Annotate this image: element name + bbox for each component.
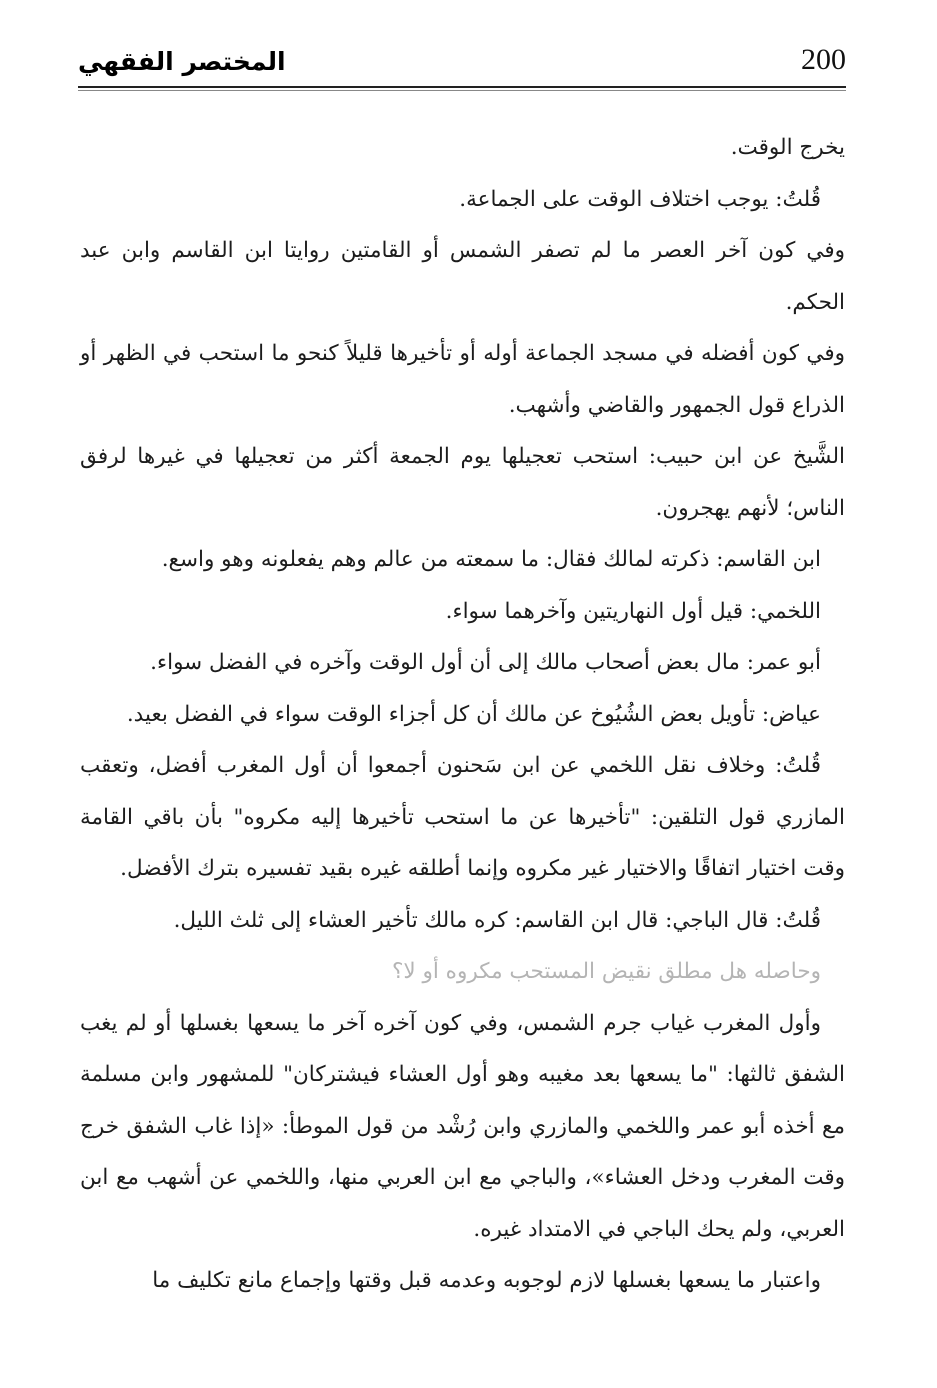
header-divider — [78, 86, 846, 91]
paragraph: وفي كون أفضله في مسجد الجماعة أوله أو تأخيرها قليلاً كنحو ما استحب في الظهر أو الذراع قول الجمهور والقاضي وأشهب. — [80, 341, 845, 418]
paragraph: قُلتُ: وخلاف نقل اللخمي عن ابن سَحنون أجمعوا أن أول المغرب أفضل، وتعقب المازري قول التلقين: "تأخيرها عن ما استحب تأخيرها إليه مكروه" بأن باقي القامة وقت اختيار اتفاقًا والاختيار غير مكروه وإنما أطلقه غيره بقيد تفسيره بترك الأفضل. — [80, 753, 845, 881]
paragraph: أبو عمر: مال بعض أصحاب مالك إلى أن أول الوقت وآخره في الفضل سواء. — [150, 650, 821, 675]
paragraph: قُلتُ: يوجب اختلاف الوقت على الجماعة. — [459, 186, 821, 212]
page-header — [78, 38, 846, 90]
main-text — [80, 122, 845, 1307]
paragraph: قُلتُ: قال الباجي: قال ابن القاسم: كره مالك تأخير العشاء إلى ثلث الليل. — [173, 907, 821, 933]
paragraph: عياض: تأويل بعض الشُيُوخ عن مالك أن كل أجزاء الوقت سواء في الفضل بعيد. — [126, 701, 821, 727]
paragraph: يخرج الوقت. — [730, 135, 845, 160]
paragraph: وفي كون آخر العصر ما لم تصفر الشمس أو القامتين روايتا ابن القاسم وابن عبد الحكم. — [80, 238, 845, 315]
running-title: المختصر الفقهي — [78, 47, 286, 76]
paragraph: وأول المغرب غياب جرم الشمس، وفي كون آخره آخر ما يسعها بغسلها أو لم يغب الشفق ثالثها: "ما يسعها بعد مغيبه وهو أول العشاء فيشتركان" للمشهور وابن مسلمة مع أخذه أبو عمر واللخمي والمازري وابن رُشْد من قول الموطأ: «إذا غاب الشفق خرج وقت المغرب ودخل العشاء»، والباجي مع ابن العربي منها، واللخمي عن أشهب مع ابن العربي، ولم يحك الباجي في الامتداد غيره. — [80, 1010, 845, 1242]
page-number: 200 — [801, 43, 846, 76]
paragraph: اللخمي: قيل أول النهاريتين وآخرهما سواء. — [445, 598, 821, 624]
paragraph-faded: وحاصله هل مطلق نقيض المستحب مكروه أو لا؟ — [391, 959, 821, 984]
paragraph: الشَّيخ عن ابن حبيب: استحب تعجيلها يوم الجمعة أكثر من تعجيلها في غيرها لرفق الناس؛ لأنهم يهجرون. — [80, 444, 845, 521]
paragraph: ابن القاسم: ذكرته لمالك فقال: ما سمعته من عالم وهم يفعلونه وهو واسع. — [161, 547, 821, 572]
paragraph: واعتبار ما يسعها بغسلها لازم لوجوبه وعدمه قبل وقتها وإجماع مانع تكليف ما — [152, 1268, 821, 1293]
